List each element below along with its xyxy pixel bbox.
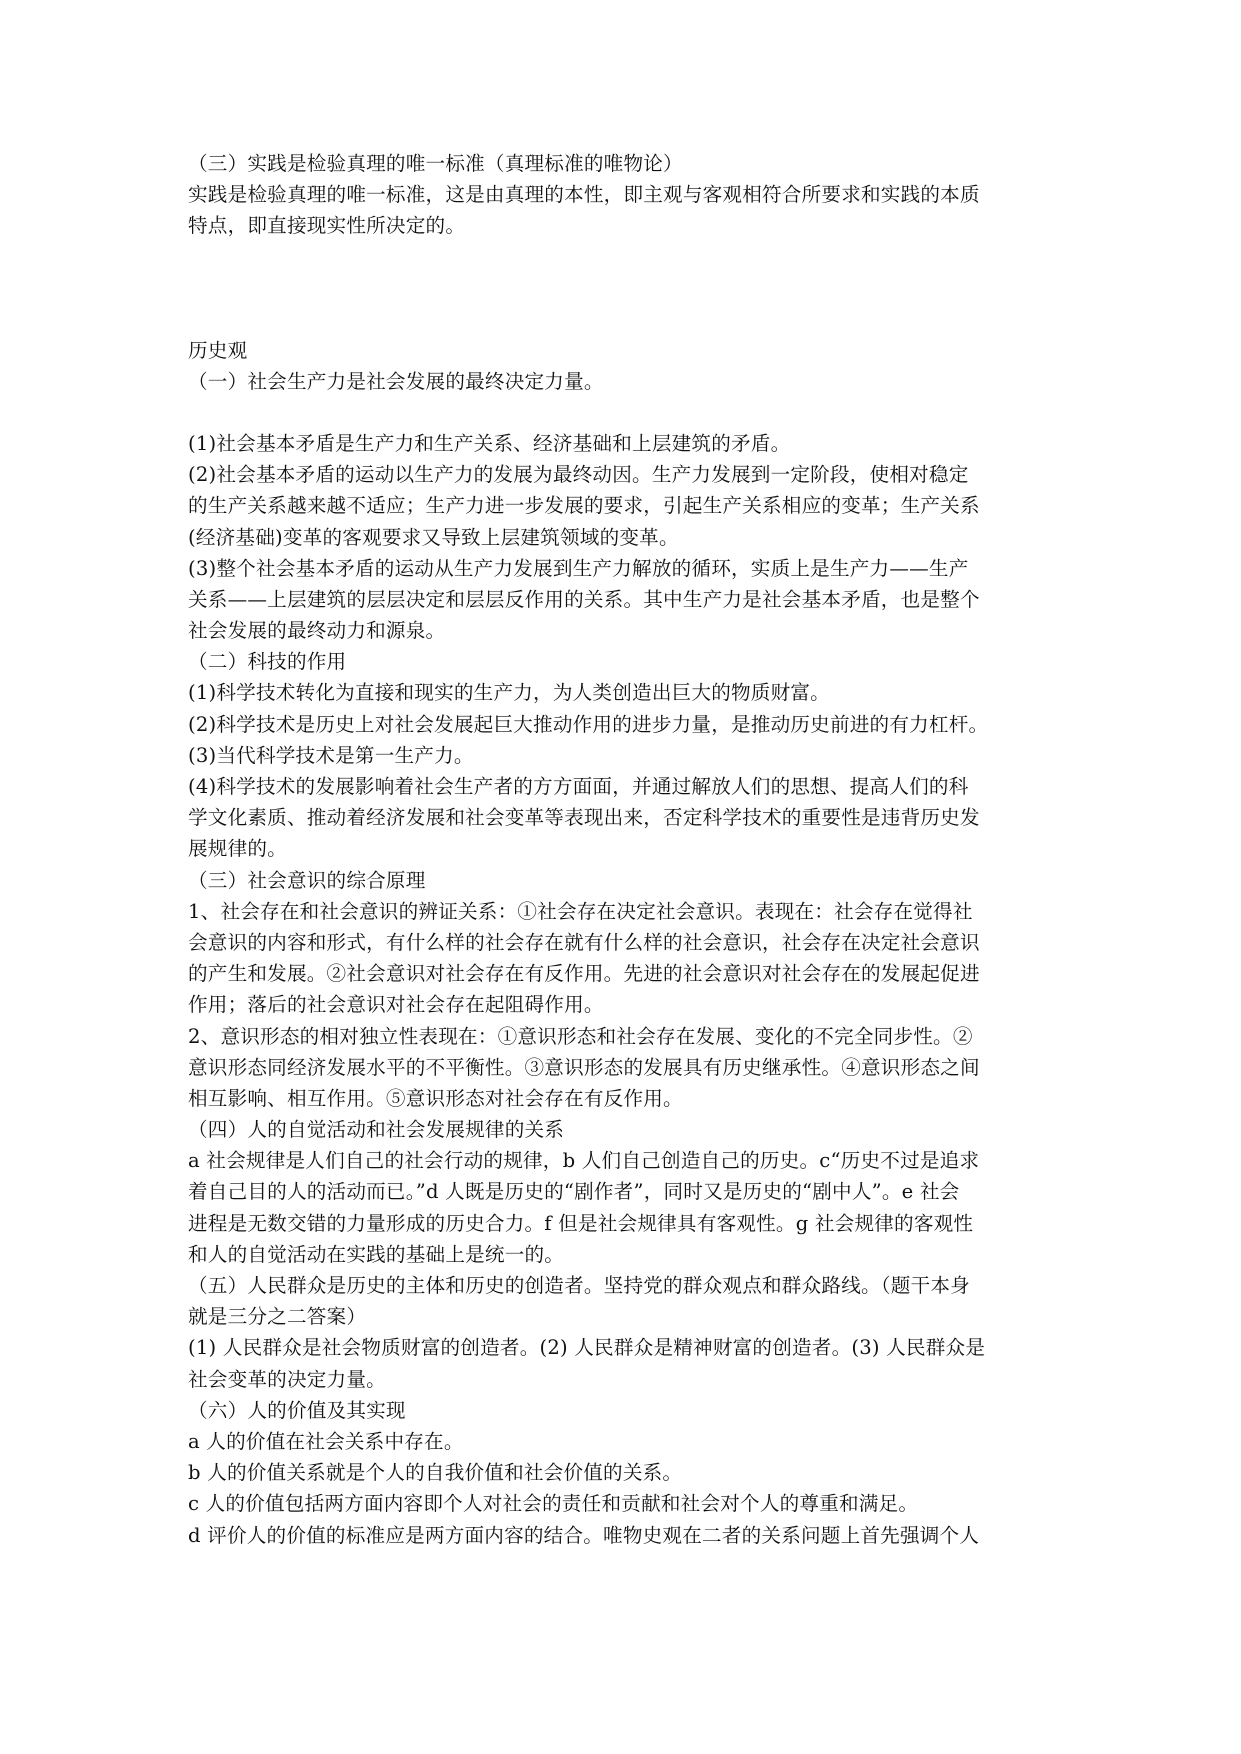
- paragraph-line: b 人的价值关系就是个人的自我价值和社会价值的关系。: [188, 1461, 683, 1485]
- spacer: [188, 397, 1068, 428]
- paragraph-line: (4)科学技术的发展影响着社会生产者的方方面面，并通过解放人们的思想、提高人们的科: [188, 775, 969, 798]
- paragraph-line: 社会发展的最终动力和源泉。: [188, 619, 446, 643]
- section-heading: （三）实践是检验真理的唯一标准（真理标准的唯物论）: [188, 152, 683, 175]
- paragraph-line: d 评价人的价值的标准应是两方面内容的结合。唯物史观在二者的关系问题上首先强调个人: [188, 1523, 980, 1547]
- paragraph-line: (经济基础)变革的客观要求又导致上层建筑领域的变革。: [188, 525, 679, 549]
- paragraph-line: (3)整个社会基本矛盾的运动从生产力发展到生产力解放的循环，实质上是生产力——生产: [188, 556, 969, 580]
- paragraph-line: 的生产关系越来越不适应；生产力进一步发展的要求，引起生产关系相应的变革；生产关系: [188, 494, 980, 518]
- subsection-heading: （五）人民群众是历史的主体和历史的创造者。坚持党的群众观点和群众路线。（题干本身: [188, 1274, 970, 1297]
- subsection-heading: （四）人的自觉活动和社会发展规律的关系: [188, 1118, 565, 1142]
- paragraph-line: 实践是检验真理的唯一标准，这是由真理的本性，即主观与客观相符合所要求和实践的本质: [188, 183, 980, 207]
- subsection-heading: （六）人的价值及其实现: [188, 1398, 406, 1422]
- paragraph-line: 的产生和发展。②社会意识对社会存在有反作用。先进的社会意识对社会存在的发展起促进: [188, 962, 980, 986]
- paragraph-line: 关系——上层建筑的层层决定和层层反作用的关系。其中生产力是社会基本矛盾，也是整个: [188, 587, 980, 611]
- paragraph-line: 社会变革的决定力量。: [188, 1367, 386, 1391]
- paragraph-line: 会意识的内容和形式，有什么样的社会存在就有什么样的社会意识，社会存在决定社会意识: [188, 930, 980, 954]
- subsection-heading: （一）社会生产力是社会发展的最终决定力量。: [188, 369, 604, 393]
- paragraph-line: a 人的价值在社会关系中存在。: [188, 1429, 464, 1453]
- paragraph-line: (1)社会基本矛盾是生产力和生产关系、经济基础和上层建筑的矛盾。: [188, 431, 791, 455]
- subsection-heading: 就是三分之二答案）: [188, 1305, 367, 1329]
- paragraph-line: 2、意识形态的相对独立性表现在：①意识形态和社会存在发展、变化的不完全同步性。②: [188, 1024, 973, 1048]
- document-page: [188, 148, 1068, 1551]
- paragraph-line: (2)社会基本矛盾的运动以生产力的发展为最终动因。生产力发展到一定阶段，使相对稳定: [188, 463, 969, 487]
- paragraph-line: 展规律的。: [188, 837, 287, 861]
- paragraph-line: (2)科学技术是历史上对社会发展起巨大推动作用的进步力量，是推动历史前进的有力杠杆。: [188, 712, 989, 736]
- subsection-heading: （三）社会意识的综合原理: [188, 868, 426, 892]
- paragraph-line: 着自己目的人的活动而已。”d 人既是历史的“剧作者”，同时又是历史的“剧中人”。e 社会: [188, 1180, 960, 1204]
- paragraph-line: 和人的自觉活动在实践的基础上是统一的。: [188, 1242, 565, 1266]
- paragraph-line: (1) 人民群众是社会物质财富的创造者。(2) 人民群众是精神财富的创造者。(3) 人民群众是: [188, 1336, 986, 1360]
- paragraph-line: 特点，即直接现实性所决定的。: [188, 214, 466, 238]
- paragraph-line: a 社会规律是人们自己的社会行动的规律，b 人们自己创造自己的历史。c“历史不过是追求: [188, 1149, 980, 1173]
- subsection-heading: （二）科技的作用: [188, 650, 347, 674]
- section-title: 历史观: [188, 338, 248, 362]
- paragraph-line: 1、社会存在和社会意识的辨证关系：①社会存在决定社会意识。表现在：社会存在觉得社: [188, 899, 973, 923]
- paragraph-line: 相互影响、相互作用。⑤意识形态对社会存在有反作用。: [188, 1086, 683, 1110]
- paragraph-line: 学文化素质、推动着经济发展和社会变革等表现出来，否定科学技术的重要性是违背历史发: [188, 806, 980, 830]
- paragraph-line: 作用；落后的社会意识对社会存在起阻碍作用。: [188, 993, 604, 1017]
- paragraph-line: c 人的价值包括两方面内容即个人对社会的责任和贡献和社会对个人的尊重和满足。: [188, 1492, 919, 1516]
- paragraph-line: (1)科学技术转化为直接和现实的生产力，为人类创造出巨大的物质财富。: [188, 681, 830, 705]
- paragraph-line: 意识形态同经济发展水平的不平衡性。③意识形态的发展具有历史继承性。④意识形态之间: [188, 1055, 980, 1079]
- paragraph-line: (3)当代科学技术是第一生产力。: [188, 743, 474, 767]
- paragraph-line: 进程是无数交错的力量形成的历史合力。f 但是社会规律具有客观性。g 社会规律的客观性: [188, 1211, 974, 1235]
- spacer: [188, 242, 1068, 335]
